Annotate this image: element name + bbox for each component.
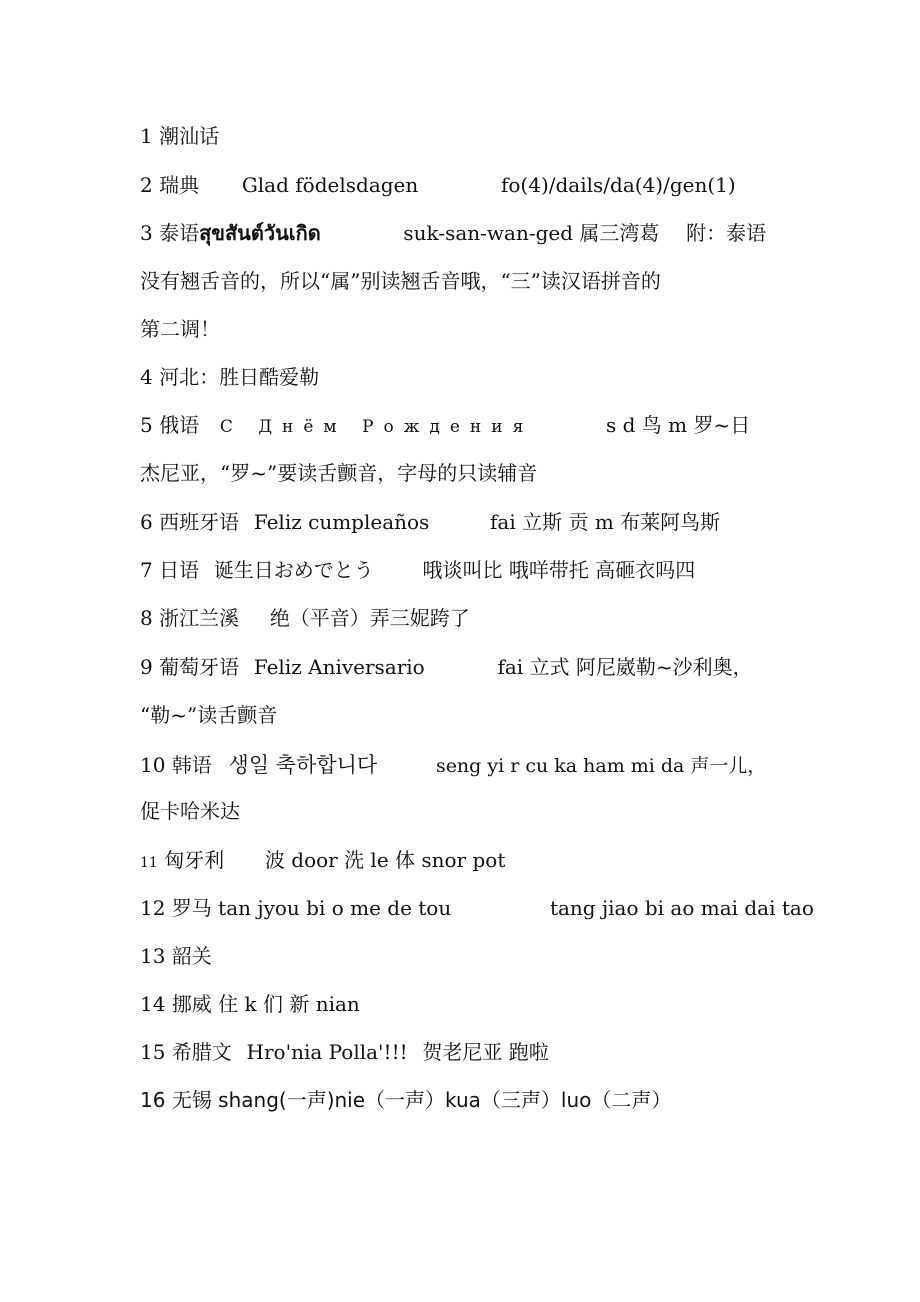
entry-pronunciation: 波 door 洗 le 体 snor pot: [264, 848, 506, 872]
entry-label: 浙江兰溪: [159, 606, 240, 630]
entry-label: 无锡 shang(一声)nie（一声）kua（三声）luo（二声）: [171, 1088, 672, 1112]
entry-note: 附：泰语: [686, 221, 767, 245]
entry-number: 10: [140, 753, 166, 777]
entry-number: 1: [140, 124, 153, 148]
entry-1: [140, 122, 810, 150]
entry-label: 葡萄牙语: [159, 655, 240, 679]
entry-native-text: 诞生日おめでとう: [213, 558, 374, 582]
entry-pronunciation: fai 立式 阿尼崴勒~沙利奥，: [497, 655, 753, 679]
entry-native-text: С Днём Рождения: [219, 417, 534, 437]
entry-number: 12: [140, 896, 166, 920]
entry-label: 西班牙语: [159, 510, 240, 534]
entry-11: [140, 846, 810, 877]
entry-16: [140, 1086, 810, 1114]
entry-13: [140, 942, 810, 970]
entry-9-continuation-1: [140, 701, 810, 729]
entry-number: 3: [140, 221, 153, 245]
entry-label: 匈牙利: [164, 848, 225, 872]
entry-label: 河北：胜日酷爱勒: [159, 365, 320, 389]
entry-5: [140, 411, 810, 441]
entry-continuation: 杰尼亚，“罗~”要读舌颤音，字母的只读辅音: [140, 461, 538, 485]
entry-number: 4: [140, 365, 153, 389]
entry-label: 韩语: [171, 753, 212, 777]
entry-number: 5: [140, 413, 153, 437]
entry-label: 挪威 住 k 们 新 nian: [171, 992, 360, 1016]
entry-number: 11: [140, 855, 158, 871]
entry-pronunciation: 绝（平音）弄三妮跨了: [269, 606, 470, 630]
entry-15: [140, 1038, 810, 1066]
entry-4: [140, 363, 810, 391]
entry-label: 罗马 tan jyou bi o me de tou: [171, 896, 452, 920]
entry-label: 韶关: [171, 944, 212, 968]
entry-3-continuation-1: [140, 267, 810, 295]
entry-label: 俄语: [159, 413, 200, 437]
entry-continuation: 第二调！: [140, 317, 220, 341]
entry-native-text: 생일 축하합니다: [228, 753, 378, 777]
entry-number: 9: [140, 655, 153, 679]
entry-label: 潮汕话: [159, 124, 220, 148]
entry-number: 6: [140, 510, 153, 534]
entry-number: 15: [140, 1040, 166, 1064]
entry-number: 16: [140, 1088, 166, 1112]
entry-number: 13: [140, 944, 166, 968]
entry-8: [140, 604, 810, 632]
entry-native-text: Feliz cumpleaños: [253, 510, 430, 534]
entry-3: [140, 219, 810, 247]
entry-2: [140, 171, 810, 199]
entry-pronunciation: 贺老尼亚 跑啦: [422, 1040, 549, 1064]
entry-pronunciation: s d 鸟 m 罗~日: [606, 413, 751, 437]
entry-12: [140, 894, 814, 922]
entry-number: 7: [140, 558, 153, 582]
entry-native-text: Feliz Aniversario: [253, 655, 425, 679]
entry-9: [140, 653, 810, 681]
entry-number: 8: [140, 606, 153, 630]
entry-3-continuation-2: [140, 315, 810, 343]
entry-14: [140, 990, 810, 1018]
entry-pronunciation: suk-san-wan-ged 属三湾葛: [403, 221, 660, 245]
entry-pronunciation: fai 立斯 贡 m 布莱阿鸟斯: [490, 510, 721, 534]
entry-romanization: fo(4)/dails/da(4)/gen(1): [500, 173, 736, 197]
entry-10-continuation-1: [140, 797, 810, 825]
entry-native-text: Hro'nia Polla'!!!: [246, 1040, 408, 1064]
entry-5-continuation-1: [140, 459, 810, 487]
entry-number: 2: [140, 173, 153, 197]
entry-6: [140, 508, 810, 536]
entry-label: 瑞典: [159, 173, 200, 197]
entry-number: 14: [140, 992, 166, 1016]
entry-label: 希腊文: [171, 1040, 232, 1064]
entry-native-text: สุขสันต์วันเกิด: [199, 221, 321, 245]
entry-label: 日语: [159, 558, 200, 582]
entry-pronunciation: 哦谈叫比 哦咩带托 高砸衣吗四: [422, 558, 696, 582]
entry-7: [140, 556, 810, 584]
entry-10: [140, 751, 810, 780]
entry-continuation: 促卡哈米达: [140, 799, 240, 823]
entry-label: 泰语: [159, 221, 200, 245]
entry-pronunciation: tang jiao bi ao mai dai tao: [549, 896, 814, 920]
entry-native-text: Glad födelsdagen: [241, 173, 419, 197]
entry-pronunciation: seng yi r cu ka ham mi da 声一儿，: [435, 755, 767, 777]
entry-continuation: 没有翘舌音的，所以“属”别读翘舌音哦，“三”读汉语拼音的: [140, 269, 661, 293]
entry-continuation: “勒~”读舌颤音: [140, 703, 278, 727]
